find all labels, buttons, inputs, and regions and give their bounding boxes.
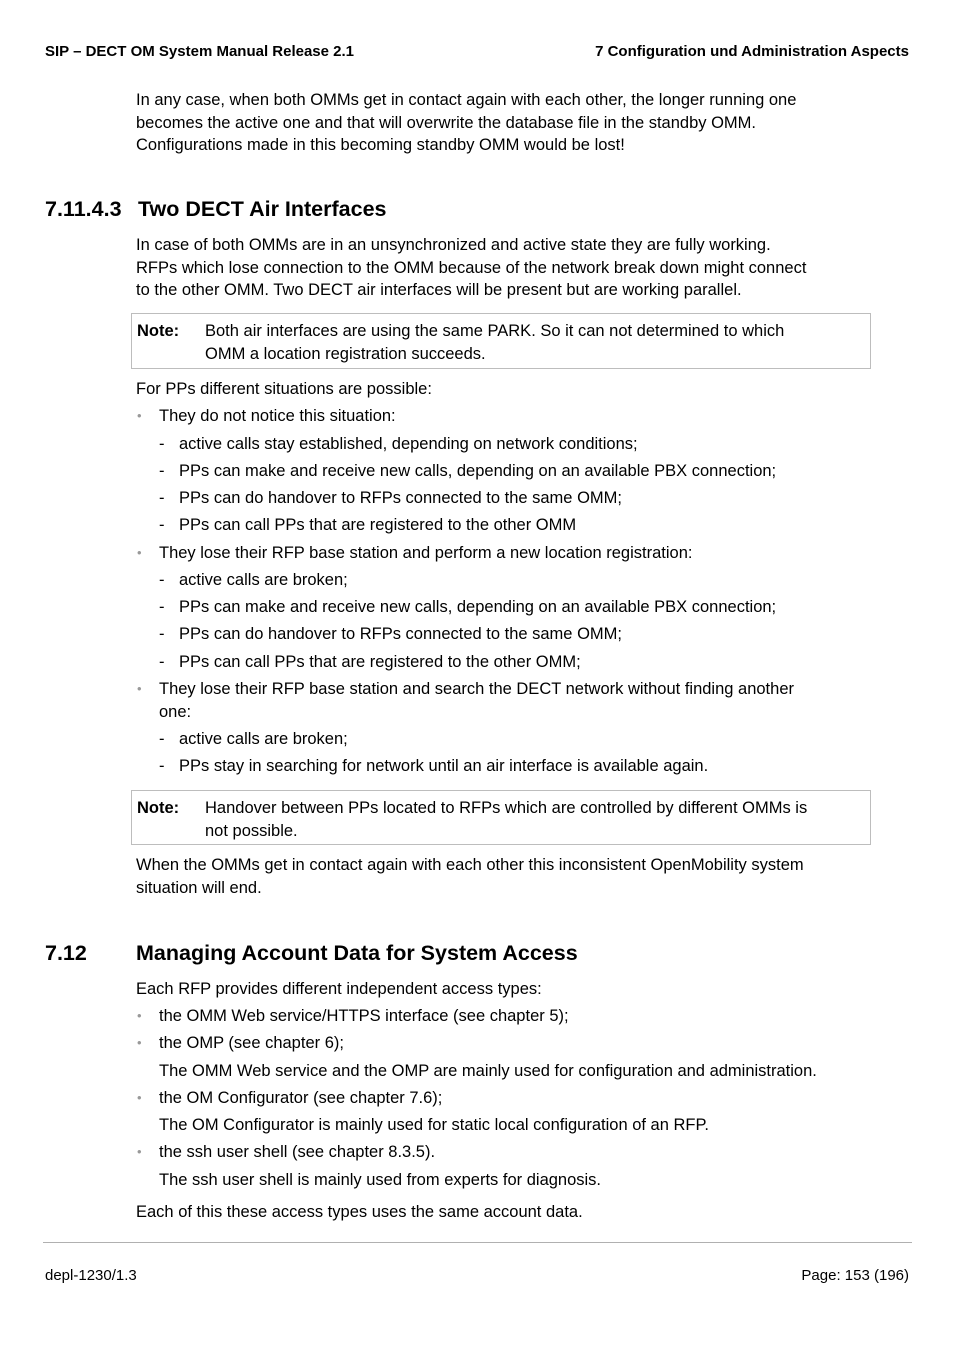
para-line: to the other OMM. Two DECT air interfaces will be present but are working parallel. (136, 281, 742, 299)
intro-line: Configurations made in this becoming standby OMM would be lost! (136, 136, 625, 154)
header-chapter-title: 7 Configuration und Administration Aspects (595, 43, 909, 60)
dash-icon: - (159, 730, 165, 748)
situations-intro: For PPs different situations are possible: (136, 380, 432, 398)
bullet-icon: • (137, 1090, 142, 1105)
sub-item: PPs stay in searching for network until an air interface is available again. (179, 757, 709, 775)
section2-closing: Each of this these access types uses the same account data. (136, 1203, 583, 1221)
sub-item: PPs can do handover to RFPs connected to the same OMM; (179, 489, 622, 507)
bullet-item-2: They lose their RFP base station and perform a new location registration: (159, 544, 693, 562)
sub-item: PPs can call PPs that are registered to the other OMM (179, 516, 577, 534)
dash-icon: - (159, 757, 165, 775)
note-line: Handover between PPs located to RFPs which are controlled by different OMMs is (205, 799, 808, 817)
sub-item: PPs can make and receive new calls, depending on an available PBX connection; (179, 598, 777, 616)
header-doc-title: SIP – DECT OM System Manual Release 2.1 (45, 43, 355, 60)
note-text (205, 797, 807, 842)
footer-divider (43, 1242, 912, 1243)
bullet-icon: • (137, 681, 142, 696)
bullet-icon: • (137, 1035, 142, 1050)
access-type-desc: The OM Configurator is mainly used for static local configuration of an RFP. (159, 1116, 709, 1134)
note-text (205, 320, 784, 365)
note-line: not possible. (205, 821, 298, 840)
sub-item: PPs can do handover to RFPs connected to the same OMM; (179, 625, 622, 643)
para-line: RFPs which lose connection to the OMM because of the network break down might connect (136, 258, 807, 277)
section-number-7-11-4-3: 7.11.4.3 (45, 197, 122, 221)
dash-icon: - (159, 653, 165, 671)
bullet-item-3 (159, 678, 794, 723)
access-type-item: the OMP (see chapter 6); (159, 1034, 344, 1052)
bullet-icon: • (137, 408, 142, 423)
access-type-item: the OM Configurator (see chapter 7.6); (159, 1089, 443, 1107)
note-label: Note: (137, 799, 180, 817)
note-line: Both air interfaces are using the same PARK. So it can not determined to which (205, 322, 785, 340)
section1-closing (136, 854, 804, 899)
bullet-item-1: They do not notice this situation: (159, 407, 396, 425)
section-number-7-12: 7.12 (45, 941, 87, 965)
dash-icon: - (159, 598, 165, 616)
section2-intro: Each RFP provides different independent access types: (136, 980, 542, 998)
note-line: OMM a location registration succeeds. (205, 344, 486, 363)
section1-paragraph (136, 234, 806, 302)
sub-item: PPs can make and receive new calls, depending on an available PBX connection; (179, 462, 777, 480)
access-type-desc: The ssh user shell is mainly used from experts for diagnosis. (159, 1171, 602, 1189)
bullet-line: one: (159, 702, 192, 721)
intro-line: In any case, when both OMMs get in contact again with each other, the longer running one (136, 91, 797, 109)
closing-line: When the OMMs get in contact again with each other this inconsistent OpenMobility system (136, 856, 804, 874)
note-label: Note: (137, 322, 180, 340)
sub-item: active calls stay established, depending on network conditions; (179, 435, 638, 453)
dash-icon: - (159, 489, 165, 507)
sub-item: active calls are broken; (179, 571, 348, 589)
access-type-item: the OMM Web service/HTTPS interface (see chapter 5); (159, 1007, 569, 1025)
bullet-line: They lose their RFP base station and search the DECT network without finding another (159, 680, 794, 698)
para-line: In case of both OMMs are in an unsynchronized and active state they are fully working. (136, 236, 771, 254)
dash-icon: - (159, 516, 165, 534)
note-box (131, 790, 871, 845)
access-type-desc: The OMM Web service and the OMP are mainly used for configuration and administration. (159, 1062, 817, 1080)
sub-item: active calls are broken; (179, 730, 348, 748)
footer-doc-id: depl-1230/1.3 (45, 1267, 137, 1284)
dash-icon: - (159, 462, 165, 480)
dash-icon: - (159, 435, 165, 453)
section-title-two-dect-air-interfaces: Two DECT Air Interfaces (138, 197, 387, 221)
dash-icon: - (159, 625, 165, 643)
closing-line: situation will end. (136, 878, 262, 897)
bullet-icon: • (137, 1144, 142, 1159)
bullet-icon: • (137, 1008, 142, 1023)
dash-icon: - (159, 571, 165, 589)
footer-page-number: Page: 153 (196) (801, 1267, 909, 1284)
intro-line: becomes the active one and that will overwrite the database file in the standby OMM. (136, 113, 756, 132)
sub-item: PPs can call PPs that are registered to the other OMM; (179, 653, 581, 671)
access-type-item: the ssh user shell (see chapter 8.3.5). (159, 1143, 436, 1161)
bullet-icon: • (137, 545, 142, 560)
section-title-managing-account-data: Managing Account Data for System Access (136, 941, 578, 965)
note-box (131, 313, 871, 369)
intro-paragraph (136, 89, 796, 157)
